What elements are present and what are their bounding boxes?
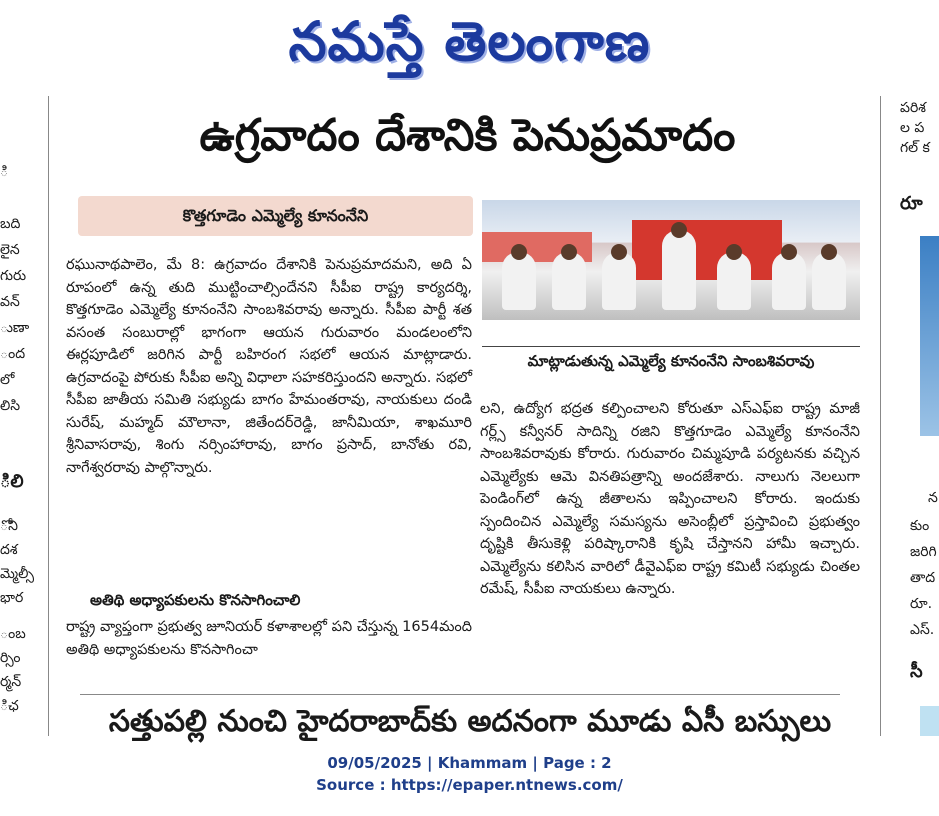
left-fragment: ంబ xyxy=(0,626,26,642)
article-body-left: రఘునాథపాలెం, మే 8: ఉగ్రవాదం దేశానికి పెనుప్రమాదమని, అది ఏ రూపంలో ఉన్న తుది ముట్టించాల్సిందేనని సీపీఐ రాష్ట్ర కార్యదర్శి, కొత్తగూడెం ఎమ్మెల్యే కూనంనేని సాంబశివరావు అన్నారు. సీపీఐ పార్టీ శత వసంత సంబురాల్లో భాగంగా ఆయన గురువారం మండలంలోని ఈర్లపూడిలో జరిగిన పార్టీ బహిరంగ సభలో ఆయన మాట్లాడారు. ఉగ్రవాదంపై పోరుకు సీపీఐ అన్ని విధాలా సహకరిస్తుందని అన్నారు. సభలో సీపీఐ జాతీయ సమితి సభ్యుడు బాగం హేమంతరావు, నాయకులు దండి సురేష్, మహ్మద్ మౌలానా, జితేందర్‌రెడ్డి, జానీమియా, శాఖమూరి శ్రీనివాసరావు, శింగు నర్సింహారావు, బాగం ప్రసాద్, బానోతు రవి, నాగేశ్వరరావు పాల్గొన్నారు. xyxy=(66,257,472,476)
right-fragment: రూ xyxy=(900,193,923,214)
article-body-left-continued: రాష్ట్ర వ్యాప్తంగా ప్రభుత్వ జూనియర్ కళాశాలల్లో పని చేస్తున్న 1654మంది అతిథి అధ్యాపకులను కొనసాగించా xyxy=(66,619,472,658)
left-fragment: లైన xyxy=(0,242,20,258)
photo-person xyxy=(812,252,846,310)
right-column-photo xyxy=(920,706,939,736)
left-fragment: ర్మన్ xyxy=(0,674,22,690)
kicker-label: కొత్తగూడెం ఎమ్మెల్యే కూనంనేని xyxy=(78,196,473,236)
left-fragment: లో xyxy=(0,372,15,388)
photo-person xyxy=(502,252,536,310)
left-fragment: ిలి xyxy=(0,471,24,492)
left-fragment: ంద xyxy=(0,346,26,362)
column-divider xyxy=(880,96,881,736)
secondary-headline: సత్తుపల్లి నుంచి హైదరాబాద్‌కు అదనంగా మూడు ఏసీ బస్సులు xyxy=(108,704,832,739)
photo-head xyxy=(726,244,742,260)
photo-person xyxy=(717,252,751,310)
article-body-right: లని, ఉద్యోగ భద్రత కల్పించాలని కోరుతూ ఎస్‌ఎఫ్‌ఐ రాష్ట్ర మాజీ గర్ల్స్ కన్వీనర్ సాదిన్ని రజిని కొత్తగూడెం ఎమ్మెల్యే కూనంనేని సాంబశివరావుకు కోరారు. గురువారం చిమ్మపూడి పర్యటనకు వచ్చిన ఎమ్మెల్యేకు ఆమె వినతిపత్రాన్ని అందజేశారు. నాలుగు నెలలుగా పెండింగ్‌లో ఉన్న జీతాలను ఇప్పించాలని కోరారు. ఇందుకు స్పందించిన ఎమ్మెల్యే సమస్యను అసెంబ్లీలో ప్రస్తావించి ప్రభుత్వం దృష్టికి తీసుకెళ్లి పరిష్కారానికి కృషి చేస్తానని హామీ ఇచ్చారు. ఎమ్మెల్యేను కలిసిన వారిలో డీవైఎఫ్‌ఐ రాష్ట్ర కమిటీ సభ్యుడు చింతల రమేష్, సీపీఐ నాయకులు ఉన్నారు. xyxy=(480,401,860,597)
left-fragment: వన్ xyxy=(0,294,20,310)
right-fragment: సీ xyxy=(910,661,923,682)
left-fragment: భార xyxy=(0,590,24,606)
right-fragment: కుం xyxy=(910,518,930,534)
news-photo xyxy=(482,200,860,320)
right-fragment: జరిగి xyxy=(910,544,937,560)
right-fragment: ఎస్. xyxy=(910,622,935,638)
photo-person xyxy=(602,252,636,310)
photo-caption: మాట్లాడుతున్న ఎమ్మెల్యే కూనంనేని సాంబశివరావు xyxy=(527,352,815,370)
photo-person xyxy=(772,252,806,310)
right-fragment: ల ప xyxy=(900,120,925,136)
left-fragment: ర్సిం xyxy=(0,650,21,666)
footer-date-edition: 09/05/2025 | Khammam | Page : 2 xyxy=(327,754,612,772)
photo-head xyxy=(611,244,627,260)
left-fragment: ి xyxy=(0,164,9,180)
photo-banner xyxy=(632,220,782,280)
article-subhead: అతిథి అధ్యాపకులను కొనసాగించాలి xyxy=(90,591,301,609)
photo-head xyxy=(511,244,527,260)
footer-source-link[interactable]: Source : https://epaper.ntnews.com/ xyxy=(316,776,623,794)
photo-head xyxy=(561,244,577,260)
newspaper-masthead: నమస్తే తెలంగాణ xyxy=(288,10,651,73)
right-column-photo xyxy=(920,236,939,436)
right-fragment: గల్ క xyxy=(900,140,930,156)
photo-head xyxy=(781,244,797,260)
caption-rule xyxy=(482,346,860,347)
right-fragment: తాద xyxy=(910,570,936,586)
left-fragment: లిసి xyxy=(0,398,21,414)
left-fragment: దశ xyxy=(0,542,18,558)
photo-person xyxy=(662,230,696,310)
column-divider xyxy=(48,96,49,736)
right-fragment: పరిశ xyxy=(900,100,926,116)
left-fragment: మ్మెల్సీ xyxy=(0,566,35,582)
left-fragment: బది xyxy=(0,216,21,232)
left-fragment: ోని xyxy=(0,518,18,534)
photo-head xyxy=(671,222,687,238)
left-column-fragments xyxy=(0,106,35,736)
newspaper-page xyxy=(0,96,939,739)
left-fragment: ిఛ xyxy=(0,698,19,714)
right-fragment: రూ. xyxy=(910,596,933,612)
left-fragment: గురు xyxy=(0,268,27,284)
photo-person xyxy=(552,252,586,310)
photo-head xyxy=(821,244,837,260)
main-headline: ఉగ్రవాదం దేశానికి పెనుప్రమాదం xyxy=(199,110,736,161)
section-divider xyxy=(80,694,840,695)
left-fragment: ుణా xyxy=(0,320,30,336)
page-footer xyxy=(0,752,939,796)
right-fragment: న xyxy=(928,490,938,506)
